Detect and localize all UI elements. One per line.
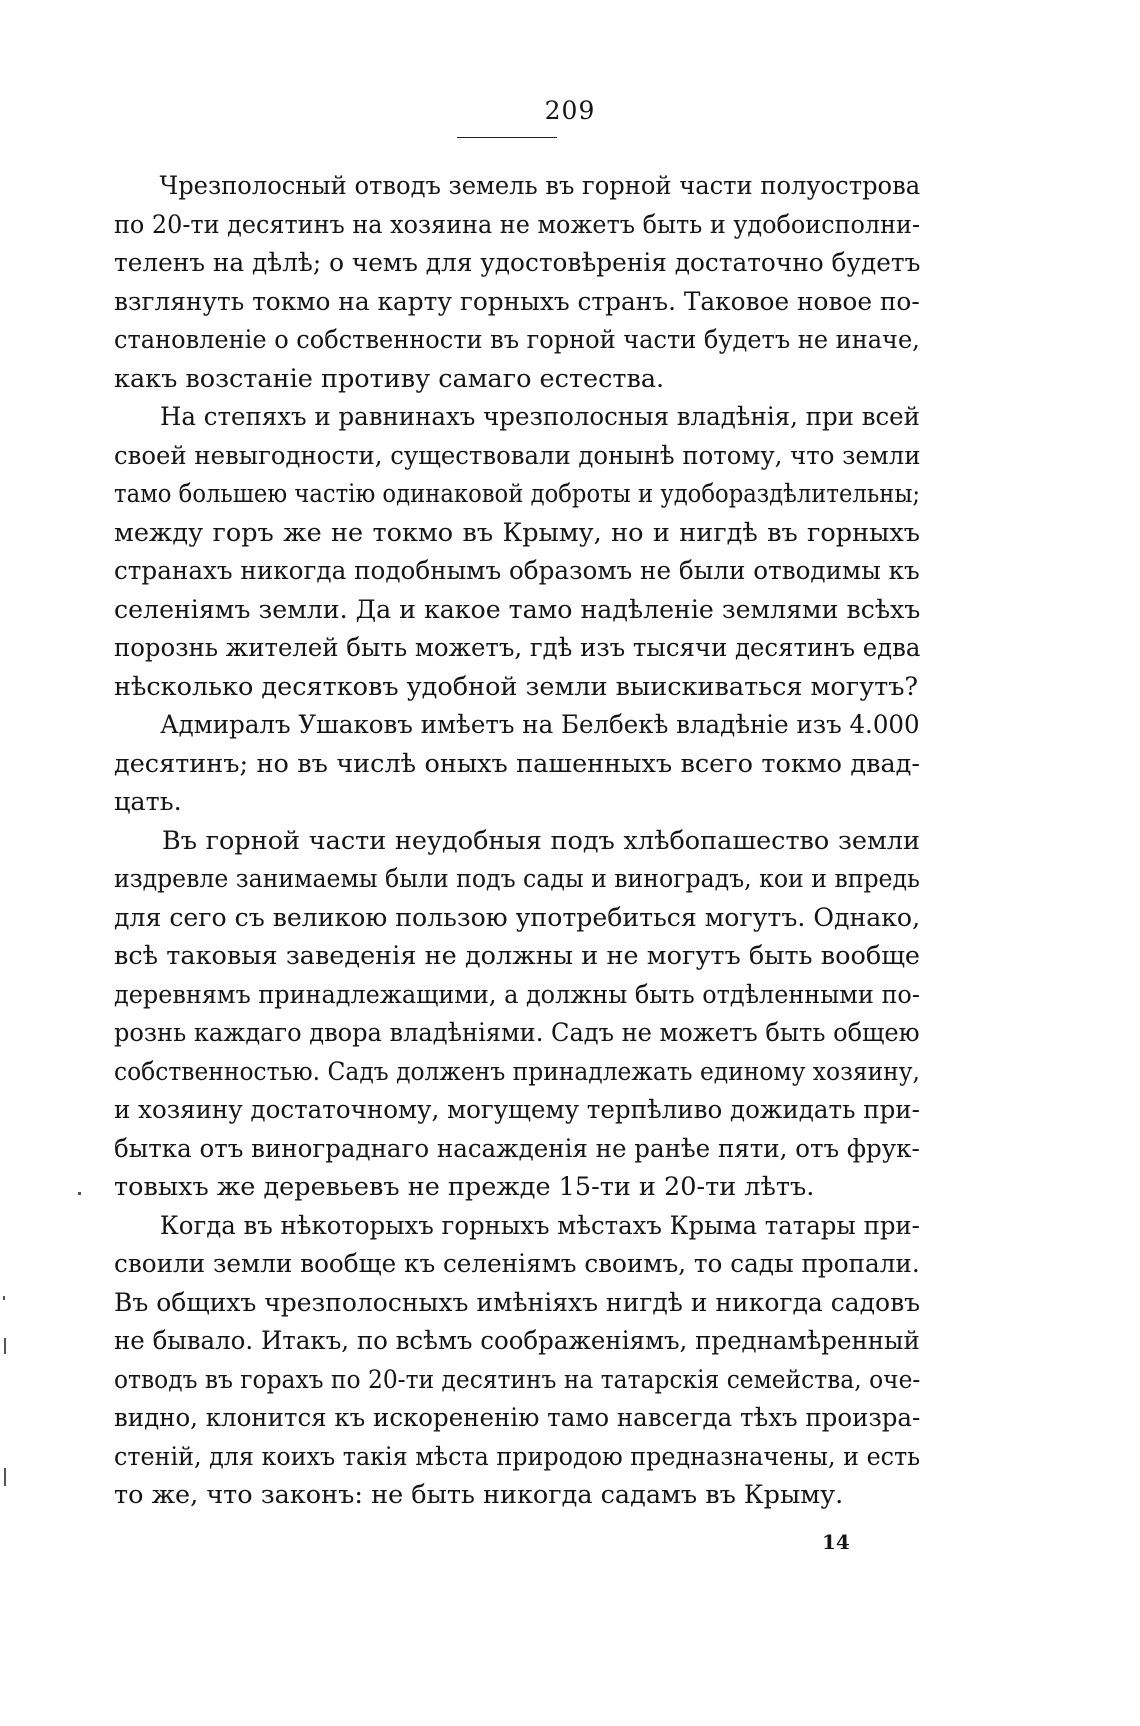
text-line: не бывало. Итакъ, по всѣмъ соображеніямъ, преднамѣренный — [114, 1326, 920, 1356]
text-line: рознь каждаго двора владѣніями. Садъ не можетъ быть общею — [114, 1018, 920, 1048]
text-line: Въ общихъ чрезполосныхъ имѣніяхъ нигдѣ и никогда садовъ — [114, 1287, 921, 1318]
text-line: видно, клонится къ искорененію тамо навсегда тѣхъ произра- — [114, 1403, 921, 1433]
text-line: нѣсколько десятковъ удобной земли выискиваться могутъ? — [114, 671, 919, 702]
text-line: и хозяину достаточному, могущему терпѣливо дожидать при- — [114, 1095, 920, 1125]
text-line: тамо большею частію одинаковой доброты и удобораздѣлительны; — [114, 479, 921, 509]
paragraph — [114, 167, 920, 398]
margin-speck — [4, 1338, 6, 1354]
margin-speck — [4, 1468, 6, 1486]
signature-mark: 14 — [822, 1530, 850, 1554]
text-line: издревле занимаемы были подъ сады и виноградъ, кои и впредь — [114, 864, 920, 894]
text-line: селеніямъ земли. Да и какое тамо надѣленіе землями всѣхъ — [114, 594, 921, 625]
text-line: странахъ никогда подобнымъ образомъ не были отводимы къ — [114, 556, 920, 586]
text-line: Чрезполосный отводъ земель въ горной части полуострова — [159, 171, 921, 201]
text-line: Адмиралъ Ушаковъ имѣетъ на Белбекѣ владѣніе изъ 4.000 — [160, 710, 920, 740]
margin-speck — [3, 1296, 5, 1300]
text-line: для сего съ великою пользою употребиться могутъ. Однако, — [114, 902, 921, 933]
paragraph — [114, 1207, 920, 1515]
page-number-rule — [457, 137, 557, 138]
page-number: 209 — [544, 96, 596, 125]
text-line: десятинъ; но въ числѣ оныхъ пашенныхъ всего токмо двад- — [114, 748, 920, 779]
text-line: товыхъ же деревьевъ не прежде 15-ти и 20-ти лѣтъ. — [114, 1172, 815, 1202]
text-line: собственностью. Садъ долженъ принадлежать единому хозяину, — [114, 1056, 920, 1087]
text-line: своили земли вообще къ селеніямъ своимъ, то сады пропали. — [114, 1249, 920, 1279]
text-line: На степяхъ и равнинахъ чрезполосныя владѣнія, при всей — [160, 402, 920, 432]
text-line: порознь жителей быть можетъ, гдѣ изъ тысячи десятинъ едва — [114, 633, 921, 663]
paragraph — [114, 822, 920, 1207]
text-line: Когда въ нѣкоторыхъ горныхъ мѣстахъ Крыма татары при- — [159, 1210, 920, 1241]
paragraph — [114, 398, 920, 706]
text-line: своей невыгодности, существовали донынѣ потому, что земли — [114, 440, 921, 471]
text-line: Въ горной части неудобныя подъ хлѣбопашество земли — [162, 825, 920, 856]
text-line: то же, что законъ: не быть никогда садамъ въ Крыму. — [114, 1480, 844, 1510]
text-line: становленіе о собственности въ горной части будетъ не иначе, — [114, 325, 920, 355]
paragraph — [114, 706, 920, 822]
text-line: цать. — [114, 787, 182, 817]
text-line: всѣ таковыя заведенія не должны и не могутъ быть вообще — [114, 941, 920, 971]
text-line: между горъ же не токмо въ Крыму, но и нигдѣ въ горныхъ — [114, 517, 920, 548]
text-line: отводъ въ горахъ по 20-ти десятинъ на татарскія семейства, оче- — [114, 1364, 921, 1395]
body-text — [114, 167, 920, 1515]
text-line: по 20-ти десятинъ на хозяина не можетъ быть и удобоисполни- — [114, 209, 921, 240]
text-line: какъ возстаніе противу самаго естества. — [114, 363, 665, 394]
text-line: теленъ на дѣлѣ; о чемъ для удостовѣренія достаточно будетъ — [114, 248, 921, 278]
text-line: стеній, для коихъ такія мѣста природою предназначены, и есть — [114, 1441, 921, 1472]
text-line: взглянуть токмо на карту горныхъ странъ. Таковое новое по- — [114, 286, 920, 317]
text-line: деревнямъ принадлежащими, а должны быть отдѣленными по- — [114, 979, 920, 1010]
margin-speck — [78, 1192, 81, 1195]
text-line: бытка отъ винограднаго насажденія не ранѣе пяти, отъ фрук- — [114, 1133, 920, 1164]
